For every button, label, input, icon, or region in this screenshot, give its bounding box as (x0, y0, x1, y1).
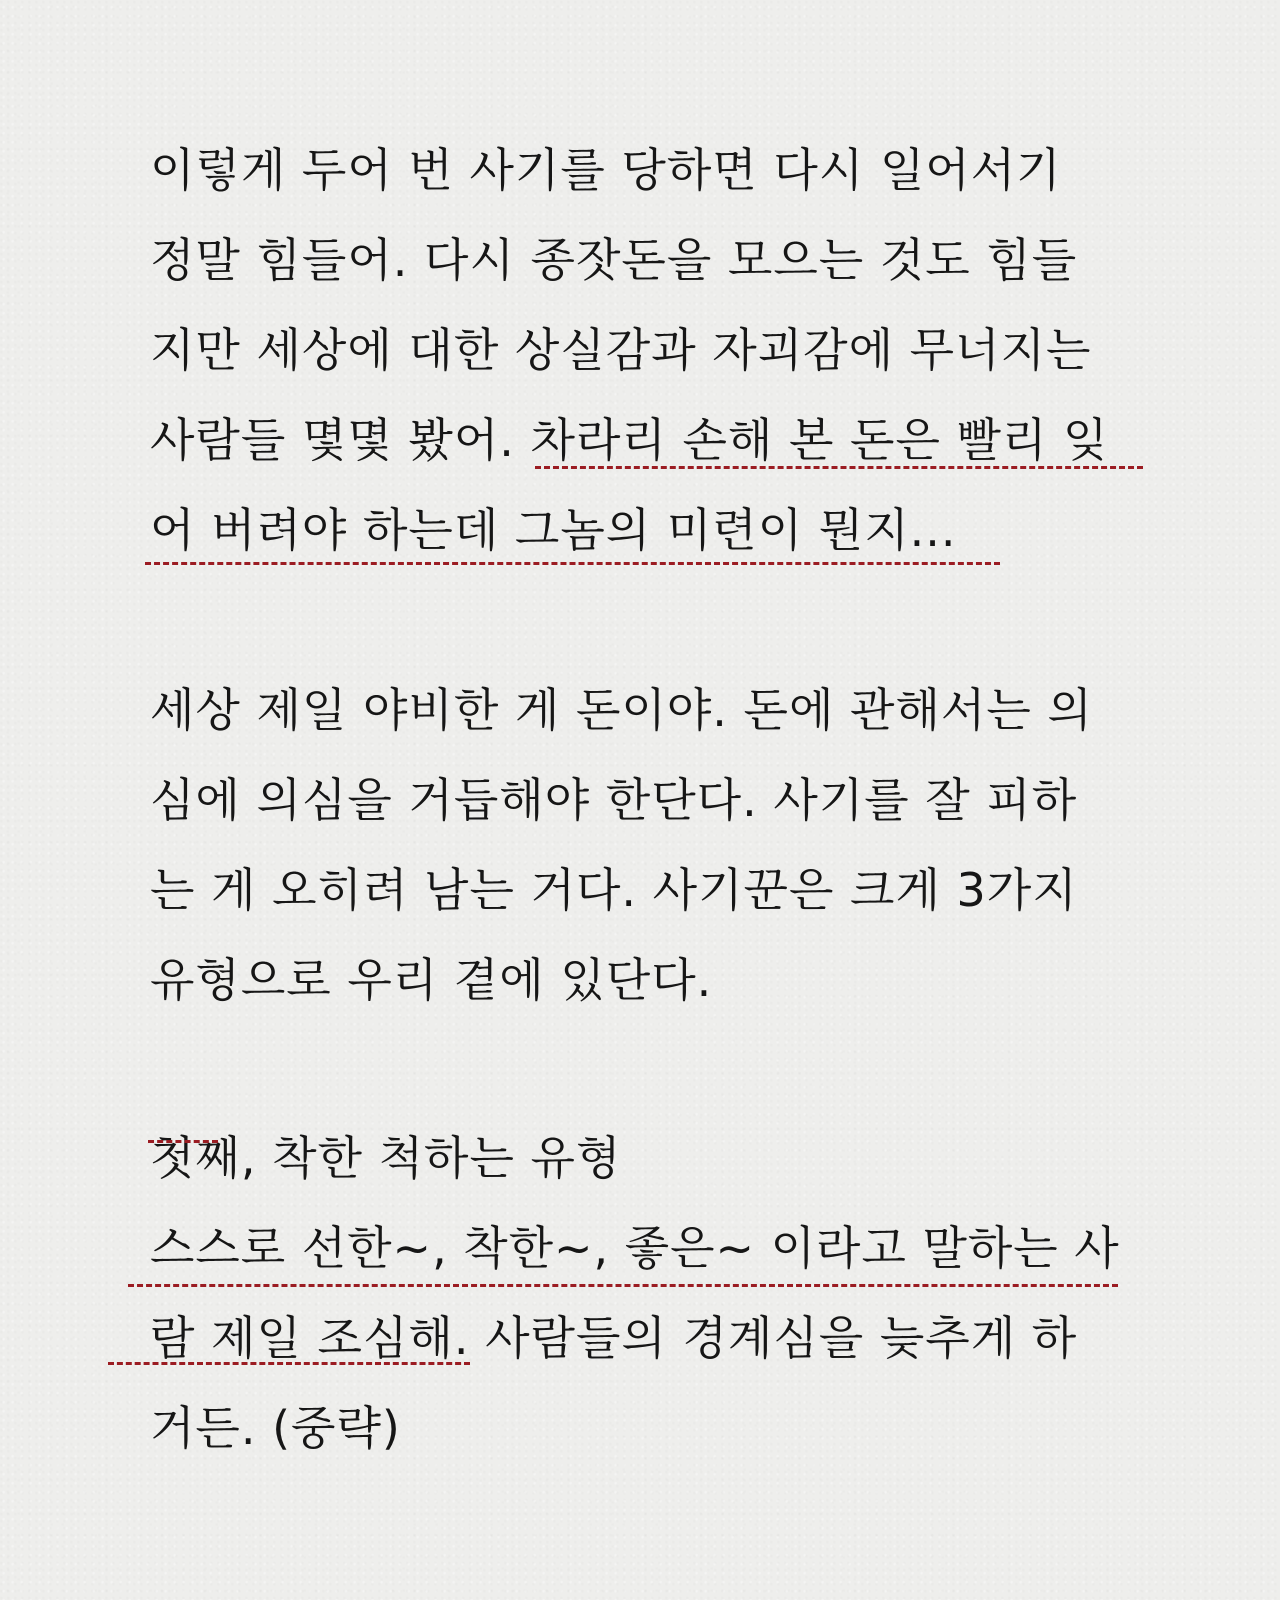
paragraph3-line3: 거든. (중략) (150, 1401, 401, 1455)
paragraph3-line1: 스스로 선한~, 착한~, 좋은~ 이라고 말하는 사 (150, 1221, 1120, 1275)
highlight-underline (535, 466, 1143, 469)
paragraph1-line3: 지만 세상에 대한 상실감과 자괴감에 무너지는 (150, 323, 1092, 377)
paragraph1-line5: 어 버려야 하는데 그놈의 미련이 뭔지... (150, 503, 957, 557)
paragraph3-line2: 람 제일 조심해. 사람들의 경계심을 늦추게 하 (150, 1311, 1078, 1365)
paragraph2-line1: 세상 제일 야비한 게 돈이야. 돈에 관해서는 의 (150, 683, 1093, 737)
paragraph2-line2: 심에 의심을 거듭해야 한단다. 사기를 잘 피하 (150, 773, 1078, 827)
highlight-underline (108, 1362, 470, 1365)
strike-mark (148, 1140, 218, 1143)
paragraph1-line2: 정말 힘들어. 다시 종잣돈을 모으는 것도 힘들 (150, 233, 1078, 287)
highlight-underline (128, 1284, 1118, 1287)
highlight-underline (145, 562, 1000, 565)
paragraph2-line3: 는 게 오히려 남는 거다. 사기꾼은 크게 3가지 (150, 863, 1078, 917)
section-heading: 첫째, 착한 척하는 유형 (150, 1131, 622, 1185)
paragraph1-line4: 사람들 몇몇 봤어. 차라리 손해 본 돈은 빨리 잊 (150, 413, 1109, 467)
paragraph2-line4: 유형으로 우리 곁에 있단다. (150, 953, 713, 1007)
paragraph1-line1: 이렇게 두어 번 사기를 당하면 다시 일어서기 (150, 143, 1062, 197)
